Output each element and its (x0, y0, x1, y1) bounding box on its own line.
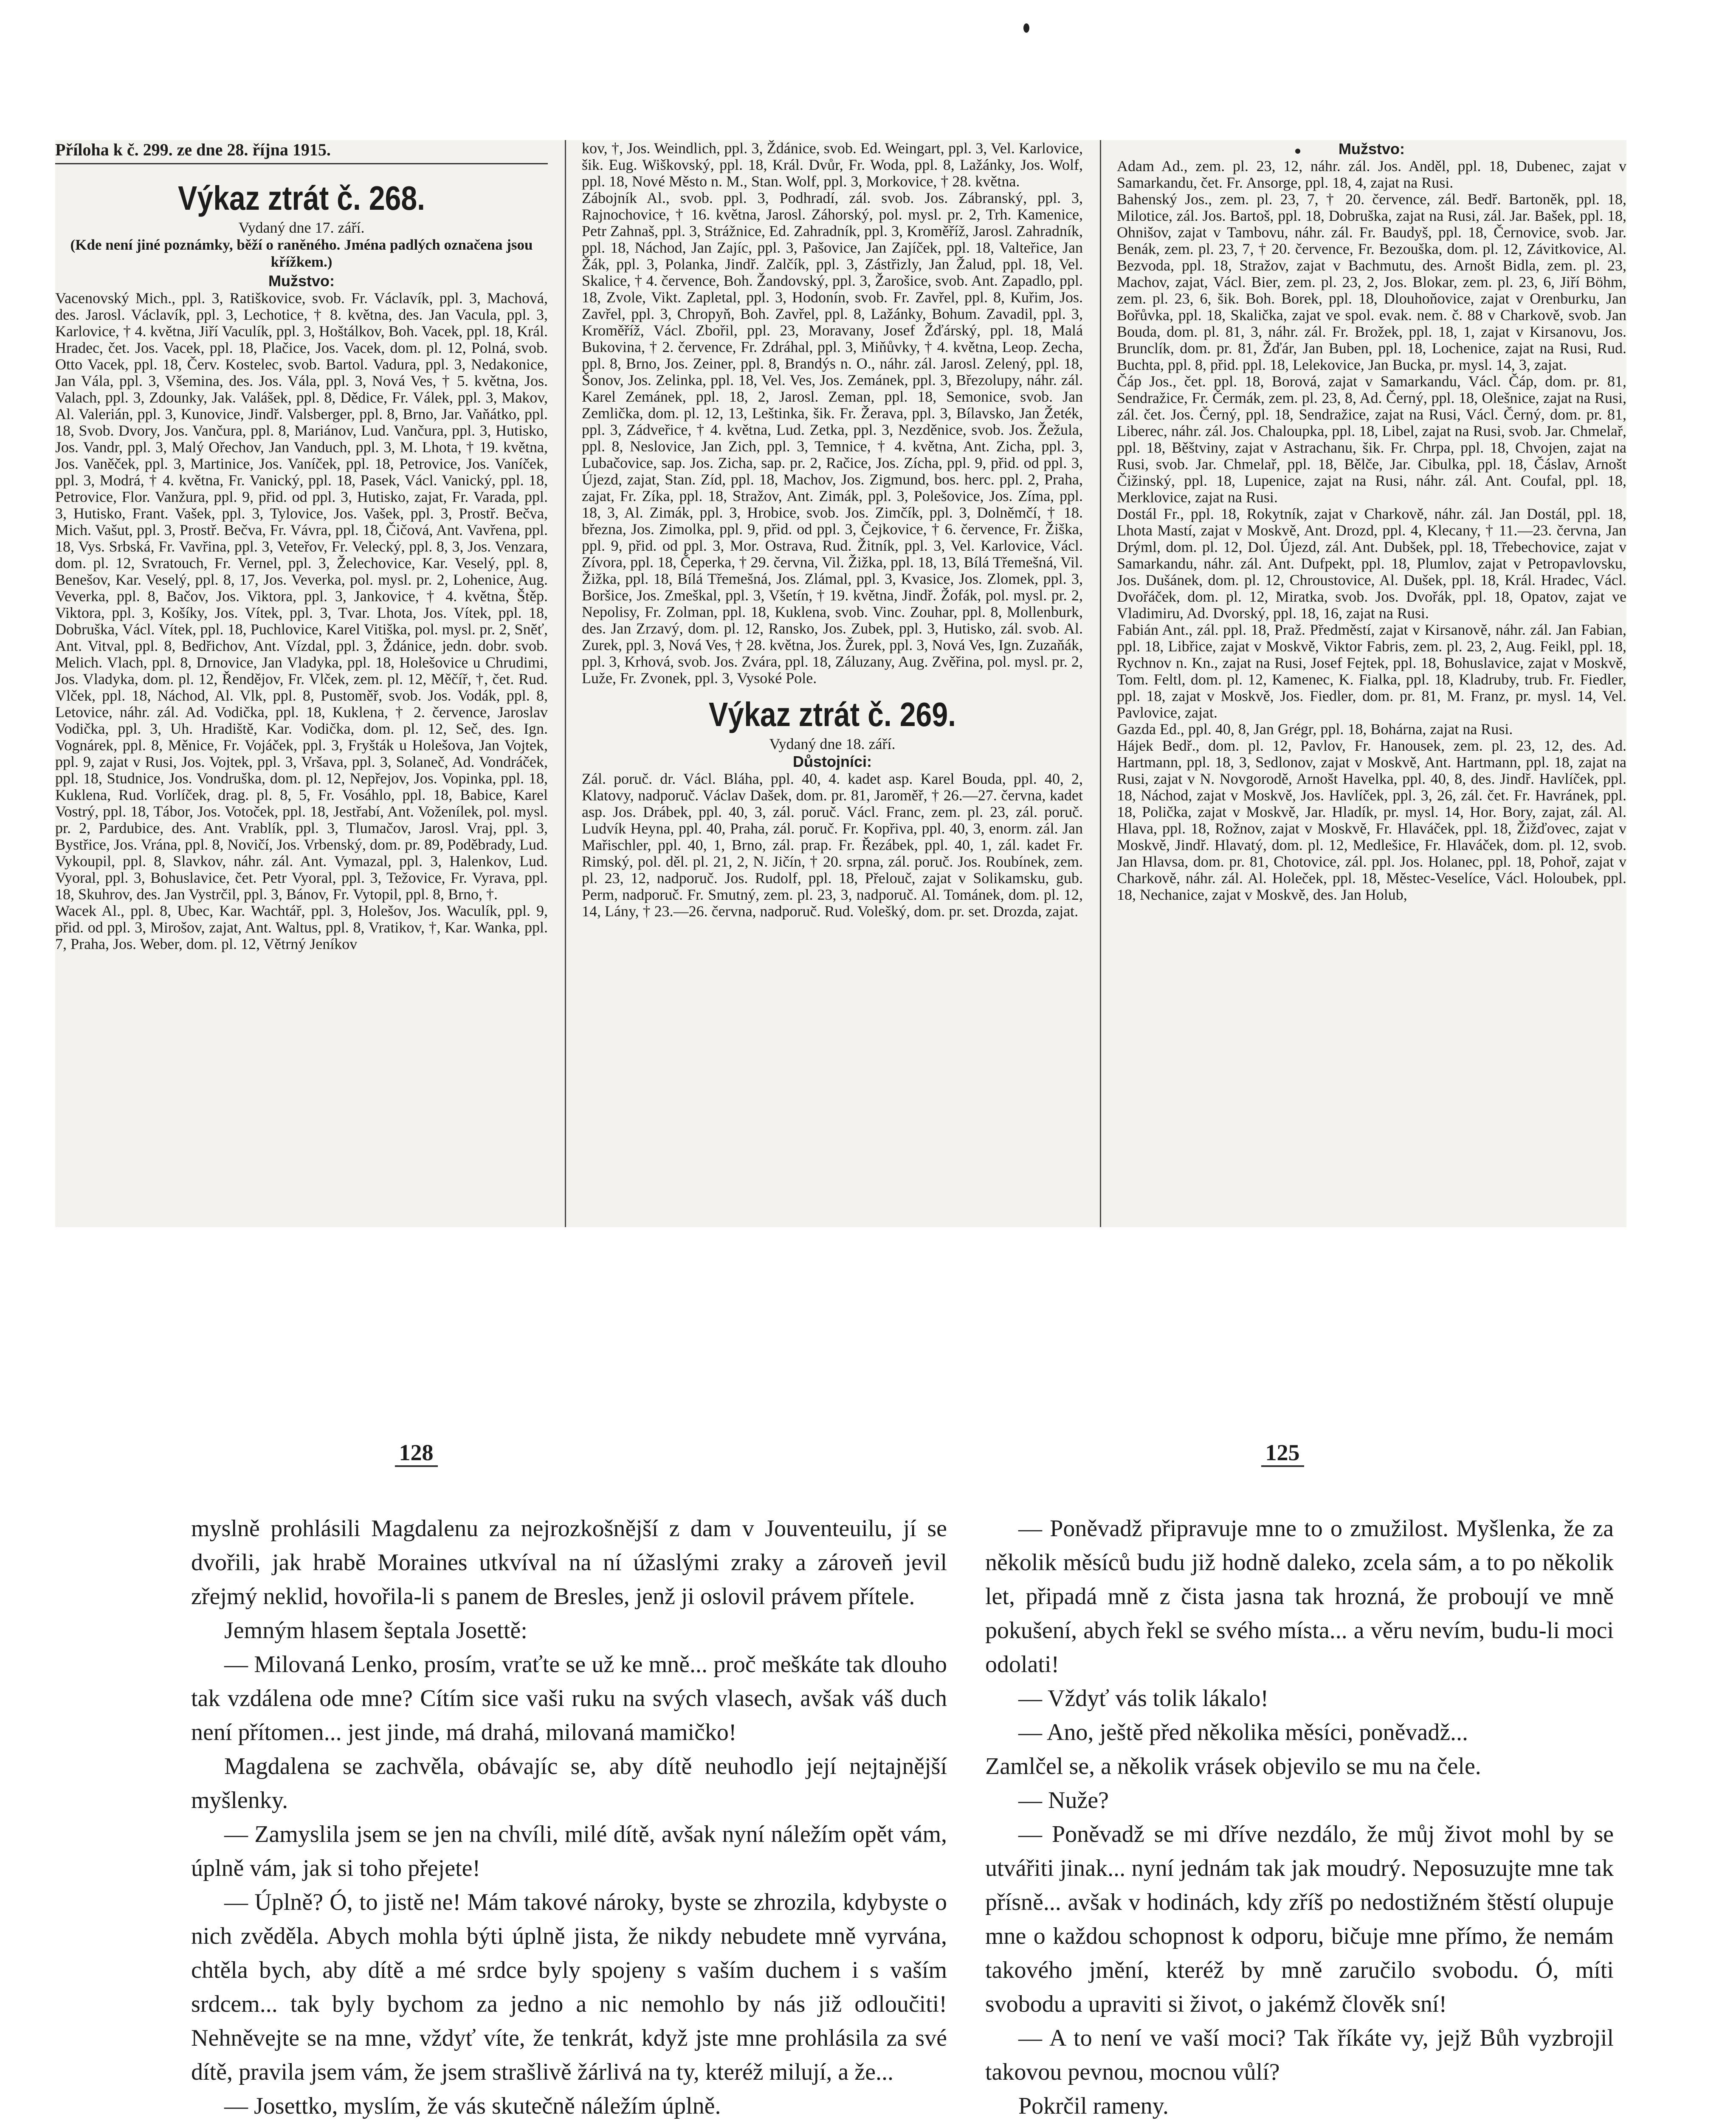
scan-speck (1023, 23, 1029, 33)
entry-paragraph: Hájek Bedř., dom. pl. 12, Pavlov, Fr. Hanousek, zem. pl. 23, 12, des. Ad. Hartmann, ppl. 18, 3, Sedlonov, zajat v Moskvě, Ant. Hartmann, ppl. 18, zajat na Rusi, zajat v N. Novgorodě, Arnošt Havelka, ppl. 40, 8, des. Jindř. Havlíček, ppl. 18, Náchod, zajat v Moskvě, Jos. Havlíček, ppl. 3, 26, zál. čet. Fr. Havránek, ppl. 18, Polička, zajat v Moskvě, Jar. Hladík, pr. mysl. 14, Hor. Bory, zajat, zál. Al. Hlava, ppl. 18, Rožnov, zajat v Moskvě, Fr. Hlaváček, ppl. 18, Žižďovec, zajat v Moskvě, Jindř. Hlavatý, dom. pl. 12, Medlešice, Fr. Hlaváček, dom. pl. 12, svob. Jan Hlavsa, dom. pr. 81, Chotovice, zál. ppl. Jos. Holanec, ppl. 18, Pohoř, zajat v Charkově, náhr. zál. Al. Holeček, ppl. 18, Městec-Veselíce, Václ. Holoubek, ppl. 18, Nechanice, zajat v Moskvě, des. Jan Holub, (1117, 737, 1626, 903)
book-left-page (191, 1512, 947, 2123)
report-269-date: Vydaný dne 18. září. (769, 735, 896, 752)
newspaper-supplement (55, 140, 1626, 1227)
entry-paragraph: Bahenský Jos., zem. pl. 23, 7, † 20. července, zál. Bedř. Bartoněk, ppl. 18, Milotice, zál. Jos. Bartoš, ppl. 18, Dobruška, zajat na Rusi, zál. Jar. Bašek, ppl. 18, Ohnišov, zajat v Tambovu, náhr. zál. Fr. Baudyš, ppl. 18, Černovice, svob. Jar. Benák, zem. pl. 23, 7, † 20. července, Fr. Bezouška, dom. pl. 12, Závitkovice, Al. Bezvoda, ppl. 18, Stražov, zajat v Bachmutu, des. Arnošt Bidla, zem. pl. 23, Machov, zajat, Václ. Bier, zem. pl. 23, 2, Jos. Blokar, zem. pl. 23, 6, Jiří Böhm, zem. pl. 23, 6, šik. Boh. Borek, ppl. 18, Dlouhoňovice, zajat v Orenburku, Jan Bořůvka, ppl. 18, Skalička, zajat ve spol. evak. nem. č. 88 v Charkově, svob. Jan Bouda, dom. pl. 81, 3, náhr. zál. Fr. Brožek, ppl. 18, 1, zajat v Kirsanovu, Jos. Brunclík, dom. pr. 81, Žďár, Jan Buben, ppl. 18, Lochenice, zajat na Rusi, Rud. Buchta, ppl. 8, přid. ppl. 18, Lelekovice, Jan Bucka, pr. mysl. 14, 3, zajat. (1117, 191, 1626, 373)
scan-speck (1295, 149, 1300, 154)
report-268-title: Výkaz ztrát č. 268. (178, 179, 426, 217)
entry-paragraph: kov, †, Jos. Weindlich, ppl. 3, Ždánice, svob. Ed. Weingart, ppl. 3, Vel. Karlovice, šik. Eug. Wiškovský, ppl. 18, Král. Dvůr, Fr. Woda, ppl. 8, Lažánky, Jos. Wolf, ppl. 18, Nové Město n. M., Stan. Wolf, ppl. 3, Morkovice, † 28. května. (582, 140, 1083, 190)
page-number-text: 128 (395, 1440, 438, 1467)
book-paragraph: — A to není ve vaší moci? Tak říkáte vy, jejž Bůh vyzbrojil takovou pevnou, mocnou vůlí? (985, 2025, 1614, 2085)
book-paragraph: — Vždyť vás tolik lákalo! (1018, 1685, 1269, 1712)
book-paragraph: — Zamyslila jsem se jen na chvíli, milé dítě, avšak nyní náležím opět vám, úplně vám, jak si toho přejete! (191, 1821, 947, 1881)
report-268-date: Vydaný dne 17. září. (238, 219, 365, 236)
column-divider (565, 140, 566, 1227)
book-paragraph: Jemným hlasem šeptala Josettě: (224, 1617, 527, 1644)
book-paragraph: Magdalena se zachvěla, obávajíc se, aby dítě neuhodlo její nejtajnější myšlenky. (191, 1753, 947, 1813)
casualty-entries (55, 290, 548, 952)
book-paragraph: Pokrčil rameny. (1018, 2093, 1169, 2119)
right-page-number (1219, 1439, 1346, 1466)
entry-paragraph: Dostál Fr., ppl. 18, Rokytník, zajat v Charkově, náhr. zál. Jan Dostál, ppl. 18, Lhota Mastí, zajat v Moskvě, Ant. Drozd, ppl. 4, Klecany, † 11.—23. června, Jan Drýml, dom. pl. 12, Dol. Újezd, zál. Ant. Dubšek, ppl. 18, Třebechovice, zajat v Samarkandu, náhr. zál. Ant. Dufpekt, ppl. 18, Plumlov, zajat v Petropavlovsku, Jos. Dušánek, dom. pl. 12, Chroustovice, Al. Dušek, ppl. 18, Král. Hradec, Václ. Dvořáček, dom. pl. 12, Miratka, svob. Jos. Dvořák, ppl. 18, Opatov, zajat ve Vladimiru, Ad. Dvorský, ppl. 18, 16, zajat na Rusi. (1117, 505, 1626, 622)
book-paragraph: — Josettko, myslím, že vás skutečně náležím úplně. (224, 2093, 721, 2119)
section-heading-muzstvo: Mužstvo: (1339, 140, 1405, 158)
book-paragraph: — Poněvadž se mi dříve nezdálo, že můj život mohl by se utvářiti jinak... nyní jednám tak jak moudrý. Neposuzujte mne tak přísně... avšak v hodinách, kdy zříš po nedostižném štěstí olupuje mne o každou schopnost k odporu, bičuje mne přímo, že nemám takového jmění, kteréž by mně zaručilo svobodu. Ó, míti svobodu a upraviti si život, o jakémž člověk sní! (985, 1821, 1614, 2017)
entry-paragraph: Vacenovský Mich., ppl. 3, Ratiškovice, svob. Fr. Václavík, ppl. 3, Machová, des. Jarosl. Václavík, ppl. 3, Lechotice, † 8. května, des. Jan Vacula, ppl. 3, Karlovice, † 4. května, Jiří Vaculík, ppl. 3, Hoštálkov, Boh. Vacek, ppl. 18, Král. Hradec, čet. Jos. Vacek, ppl. 18, Plačice, Jos. Vacek, dom. pl. 12, Polná, svob. Otto Vacek, ppl. 18, Červ. Kostelec, svob. Bartol. Vadura, ppl. 3, Nedakonice, Jan Vála, ppl. 3, Všemina, des. Jos. Vála, ppl. 3, Nová Ves, † 5. května, Jos. Valach, ppl. 3, Zdounky, Jak. Valášek, ppl. 8, Dědice, Fr. Válek, ppl. 3, Makov, Al. Valerián, ppl. 3, Kunovice, Jindř. Valsberger, ppl. 8, Brno, Jar. Vaňátko, ppl. 18, Svob. Dvory, Jos. Vančura, ppl. 8, Mariánov, Lud. Vančura, ppl. 3, Hutisko, Jos. Vandr, ppl. 3, Malý Ořechov, Jan Vanduch, ppl. 3, M. Lhota, † 19. května, Jos. Vaněček, ppl. 3, Martinice, Jos. Vaníček, ppl. 18, Petrovice, Jos. Vaníček, ppl. 3, Modrá, † 4. května, Fr. Vanický, ppl. 18, Pasek, Václ. Vanický, ppl. 18, Petrovice, Flor. Vanžura, ppl. 9, přid. od ppl. 3, Hutisko, zajat, Fr. Varada, ppl. 3, Hutisko, Frant. Vašek, ppl. 3, Tylovice, Jos. Vašek, ppl. 3, Prostř. Bečva, Mich. Vašut, ppl. 3, Prostř. Bečva, Fr. Vávra, ppl. 18, Čičová, Ant. Vavřena, ppl. 18, Vys. Srbská, Fr. Vavřina, ppl. 3, Veteřov, Fr. Velecký, ppl. 8, 3, Jos. Venzara, dom. pl. 12, Svratouch, Fr. Vernel, ppl. 3, Želechovice, Kar. Veselý, ppl. 8, Benešov, Kar. Veselý, ppl. 8, 17, Jos. Veverka, pol. mysl. pr. 2, Lohenice, Aug. Veverka, ppl. 8, Bačov, Jos. Viktora, ppl. 3, Jankovice, † 4. května, Štěp. Viktora, ppl. 3, Košíky, Jos. Vítek, ppl. 3, Tvar. Lhota, Jos. Vítek, ppl. 18, Dobruška, Václ. Vítek, ppl. 18, Puchlovice, Karel Vitiška, pol. mysl. pr. 2, Sněť, Ant. Vitval, ppl. 8, Bedřichov, Ant. Vízdal, ppl. 3, Ždánice, jedn. dobr. svob. Melich. Vlach, ppl. 8, Drnovice, Jan Vladyka, ppl. 18, Holešovice u Chrudimi, Jos. Vladyka, dom. pl. 12, Řendějov, Fr. Vlček, zem. pl. 12, Měčíř, †, čet. Rud. Vlček, ppl. 18, Náchod, Al. Vlk, ppl. 8, Pustoměř, svob. Jos. Vodák, ppl. 8, Letovice, náhr. zál. Ad. Vodička, ppl. 18, Kuklena, † 2. července, Jaroslav Vodička, ppl. 3, Uh. Hradiště, Kar. Vodička, dom. pl. 12, Seč, des. Ign. Vognárek, ppl. 8, Měnice, Fr. Vojáček, ppl. 3, Fryšták u Holešova, Jan Vojtek, ppl. 9, zajat v Rusi, Jos. Vojtek, ppl. 3, Vršava, ppl. 3, Solaneč, Ad. Vondráček, ppl. 18, Studnice, Jos. Vondruška, dom. pl. 12, Nepřejov, Jos. Vopinka, ppl. 18, Kuklena, Rud. Vorlíček, drag. pl. 8, 5, Fr. Vosáhlo, ppl. 18, Babice, Karel Vostrý, ppl. 18, Tábor, Jos. Votoček, ppl. 18, Jestřabí, Ant. Voženílek, pol. mysl. pr. 2, Pardubice, des. Ant. Vrablík, ppl. 3, Tlumačov, Jarosl. Vraj, ppl. 3, Bystřice, Jos. Vrána, ppl. 8, Novičí, Jos. Vrbenský, dom. pr. 89, Poděbrady, Lud. Vykoupil, ppl. 8, Slavkov, náhr. zál. Ant. Vymazal, ppl. 3, Halenkov, Lud. Vyoral, ppl. 3, Bohuslavice, čet. Petr Vyoral, ppl. 3, Težovice, Fr. Vyrava, ppl. 18, Skuhrov, des. Jan Vystrčil, ppl. 3, Bánov, Fr. Vytopil, ppl. 8, Brno, †. (55, 290, 548, 903)
book-paragraph: myslně prohlásili Magdalenu za nejrozkošnější z dam v Jouventeuilu, jí se dvořili, jak hrabě Moraines utkvíval na ní úžaslými zraky a zároveň jevil zřejmý neklid, hovořila-li s panem de Bresles, jenž ji oslovil právem přítele. (191, 1515, 947, 1610)
section-heading-muzstvo: Mužstvo: (268, 272, 335, 290)
book-paragraph: — Ano, ještě před několika měsíci, poněvadž... (1018, 1719, 1468, 1746)
entry-paragraph: Fabián Ant., zál. ppl. 18, Praž. Předměstí, zajat v Kirsanově, náhr. zál. Jan Fabian, ppl. 18, Libřice, zajat v Moskvě, Viktor Fabris, zem. pl. 23, 2, Aug. Feikl, ppl. 18, Rychnov n. Kn., zajat na Rusi, Josef Fejtek, ppl. 18, Bohuslavice, zajat v Moskvě, Tom. Feltl, dom. pl. 12, Kamenec, K. Fialka, ppl. 18, Kladruby, trub. Fr. Fiedler, ppl. 18, zajat v Moskvě, Jos. Fiedler, dom. pr. 81, M. Franz, pr. mysl. 14, Vel. Pavlovice, zajat. (1117, 621, 1626, 721)
entry-paragraph: Adam Ad., zem. pl. 23, 12, náhr. zál. Jos. Anděl, ppl. 18, Dubenec, zajat v Samarkandu, čet. Fr. Ansorge, ppl. 18, 4, zajat na Rusi. (1117, 158, 1626, 191)
entry-paragraph: Čáp Jos., čet. ppl. 18, Borová, zajat v Samarkandu, Václ. Čáp, dom. pr. 81, Sendražice, Fr. Čermák, zem. pl. 23, 8, Ad. Černý, ppl. 18, Olešnice, zajat na Rusi, zál. čet. Jos. Černý, ppl. 18, Sendražice, zajat na Rusi, Václ. Černý, dom. pr. 81, Liberec, náhr. zál. Jos. Chaloupka, ppl. 18, Libel, zajat na Rusi, svob. Jar. Chmelař, ppl. 18, Běštviny, zajat v Astrachanu, šik. Fr. Chrpa, ppl. 18, Chvojen, zajat na Rusi, svob. Jar. Chmelař, ppl. 18, Bělče, Jar. Cibulka, ppl. 18, Čáslav, Arnošt Čižinský, ppl. 18, Lupenice, zajat na Rusi, náhr. zál. Ant. Coufal, ppl. 18, Merklovice, zajat na Rusi. (1117, 373, 1626, 506)
page-number-text: 125 (1261, 1440, 1304, 1467)
report-268-note: (Kde není jiné poznámky, běží o raněného. Jména padlých označena jsou křížkem.) (70, 237, 533, 270)
section-heading-dustojnici: Důstojníci: (793, 753, 872, 770)
casualty-entries (1117, 158, 1626, 903)
book-right-page (985, 1512, 1614, 2123)
column-2 (582, 140, 1083, 1227)
column-3 (1117, 140, 1626, 1227)
entry-paragraph: Gazda Ed., ppl. 40, 8, Jan Grégr, ppl. 18, Bohárna, zajat na Rusi. (1117, 721, 1513, 738)
column-divider (1100, 140, 1101, 1227)
entry-paragraph: Zál. poruč. dr. Václ. Bláha, ppl. 40, 4. kadet asp. Karel Bouda, ppl. 40, 2, Klatovy, nadporuč. Václav Dašek, dom. pr. 81, Jaroměř, † 26.—27. června, kadet asp. Jos. Drábek, ppl. 40, 3, zál. poruč. Václ. Franc, zem. pl. 23, zál. poruč. Ludvík Heyna, ppl. 40, Praha, zál. poruč. Fr. Kopřiva, ppl. 40, 3, enorm. zál. Jan Mařischler, ppl. 40, 1, Brno, zál. prap. Fr. Řezábek, ppl. 40, 1, zál. kadet Fr. Rimský, pol. děl. pl. 21, 2, N. Jičín, † 20. srpna, zál. poruč. Jos. Roubínek, zem. pl. 23, 12, nadporuč. Jos. Rudolf, ppl. 18, Přelouč, zajat v Solikamsku, gub. Perm, nadporuč. Fr. Smutný, zem. pl. 23, 3, nadporuč. Al. Tománek, dom. pl. 12, 14, Lány, † 23.—26. června, nadporuč. Rud. Volešký, dom. pr. set. Drozda, zajat. (582, 770, 1083, 920)
supplement-header: Příloha k č. 299. ze dne 28. října 1915. (55, 140, 548, 164)
book-paragraph: — Úplně? Ó, to jistě ne! Mám takové nároky, byste se zhrozila, kdybyste o nich zvěděla. Abych mohla býti úplně jista, že nikdy nebudete mně vyrvána, chtěla bych, aby dítě a mé srdce byly spojeny s vaším duchem i s vaším srdcem... tak byly bychom za jedno a nic nemohlo by nás již odloučiti! Nehněvejte se na mne, vždyť víte, že tenkrát, když jste mne prohlásila za své dítě, pravila jsem vám, že jsem strašlivě žárlivá na ty, kteréž milují, a že... (191, 1889, 947, 2085)
casualty-entries (582, 771, 1083, 920)
book-paragraph: — Milovaná Lenko, prosím, vraťte se už ke mně... proč meškáte tak dlouho tak vzdálena ode mne? Cítím sice vaši ruku na svých vlasech, avšak váš duch není přítomen... jest jinde, má drahá, milovaná mamičko! (191, 1651, 947, 1746)
casualty-entries (582, 140, 1083, 687)
book-paragraph: — Nuže? (1018, 1787, 1109, 1813)
report-269-title: Výkaz ztrát č. 269. (708, 695, 956, 733)
entry-paragraph: Wacek Al., ppl. 8, Ubec, Kar. Wachtář, ppl. 3, Holešov, Jos. Waculík, ppl. 9, přid. od ppl. 3, Mirošov, zajat, Ant. Waltus, ppl. 8, Vratikov, †, Kar. Wanka, ppl. 7, Praha, Jos. Weber, dom. pl. 12, Větrný Jeníkov (55, 902, 548, 952)
book-paragraph: Zamlčel se, a několik vrásek objevilo se mu na čele. (985, 1753, 1481, 1779)
left-page-number (352, 1439, 480, 1466)
book-paragraph: — Poněvadž připravuje mne to o zmužilost. Myšlenka, že za několik měsíců budu již hodně daleko, zcela sám, a to po několik let, připadá mně z čista jasna tak hrozná, že proboují ve mně pokušení, abych řekl se svého místa... a věru nevím, budu-li moci odolati! (985, 1515, 1614, 1678)
column-1 (55, 140, 548, 1227)
entry-paragraph: Zábojník Al., svob. ppl. 3, Podhradí, zál. svob. Jos. Zábranský, ppl. 3, Rajnochovice, † 16. května, Jarosl. Záhorský, pol. mysl. pr. 2, Trh. Kamenice, Petr Zahnaš, ppl. 3, Strážnice, Ed. Zahradník, ppl. 3, Kroměříž, Jarosl. Zahradník, ppl. 18, Náchod, Jan Zajíc, ppl. 3, Pašovice, Jan Zajíček, ppl. 18, Valteřice, Jan Žák, ppl. 3, Polanka, Jindř. Zalčík, ppl. 3, Zástřizly, Jan Žalud, ppl. 18, Vel. Skalice, † 4. července, Boh. Žandovský, ppl. 3, Žarošice, svob. Ant. Zapadlo, ppl. 18, Zvole, Vikt. Zapletal, ppl. 3, Hodonín, svob. Fr. Zavřel, ppl. 8, Kuřim, Jos. Zavřel, ppl. 3, Chropyň, Boh. Zavřel, ppl. 8, Lažánky, Bohum. Zavadil, ppl. 3, Kroměříž, Václ. Zbořil, ppl. 23, Moravany, Josef Žďárský, ppl. 18, Malá Bukovina, † 2. července, Fr. Zdráhal, ppl. 3, Miňůvky, † 4. května, Leop. Zecha, ppl. 8, Brno, Jos. Zeiner, ppl. 8, Brandýs n. O., náhr. zál. Jarosl. Zelený, ppl. 18, Šonov, Jos. Zelinka, ppl. 18, Vel. Ves, Jos. Zemánek, ppl. 3, Březolupy, náhr. zál. Karel Zemánek, ppl. 18, 2, Jarosl. Zeman, ppl. 18, Semonice, svob. Jan Zemlička, dom. pl. 12, 13, Leštinka, šik. Fr. Žerava, ppl. 3, Bílavsko, Jan Žeték, ppl. 3, Zádveřice, † 4. května, Lud. Zetka, ppl. 3, Nezděnice, svob. Jos. Žežula, ppl. 8, Neslovice, Jan Zich, ppl. 3, Temnice, † 4. května, Ant. Zicha, ppl. 3, Lubačovice, sap. Jos. Zicha, sap. pr. 2, Račice, Jos. Zícha, ppl. 9, přid. od ppl. 3, Újezd, zajat, Stan. Zíd, ppl. 18, Machov, Jos. Zigmund, bos. herc. ppl. 2, Praha, zajat, Fr. Zíka, ppl. 18, Stražov, Ant. Zimák, ppl. 3, Polešovice, Jos. Zíma, ppl. 18, 3, Al. Zimák, ppl. 3, Hrobice, svob. Jos. Zimčík, ppl. 3, Dolněmčí, † 18. března, Jos. Zimolka, ppl. 9, přid. od ppl. 3, Čejkovice, † 6. července, Fr. Žiška, ppl. 9, přid. od ppl. 3, Mor. Ostrava, Rud. Žitník, ppl. 3, Vel. Karlovice, Václ. Zívora, ppl. 18, Čeperka, † 29. června, Vil. Žižka, ppl. 18, 13, Bílá Třemešná, Vil. Žižka, ppl. 18, Bílá Třemešná, Jos. Zlámal, ppl. 3, Kvasice, Jos. Zlomek, ppl. 3, Boršice, Jos. Zmeškal, ppl. 3, Všetín, † 19. května, Jindř. Žofák, pol. mysl. pr. 2, Nepolisy, Fr. Zolman, ppl. 18, Kuklena, svob. Vinc. Zouhar, ppl. 8, Mollenburk, des. Jan Zrzavý, dom. pl. 12, Ransko, Jos. Zubek, ppl. 3, Hutisko, zál. svob. Al. Zurek, ppl. 3, Nová Ves, † 28. května, Jos. Žurek, ppl. 3, Nová Ves, Ign. Zuzaňák, ppl. 3, Krhová, svob. Jos. Zvára, ppl. 18, Záluzany, Aug. Zvěřina, pol. mysl. pr. 2, Luže, Fr. Zvonek, ppl. 3, Vysoké Pole. (582, 189, 1083, 687)
